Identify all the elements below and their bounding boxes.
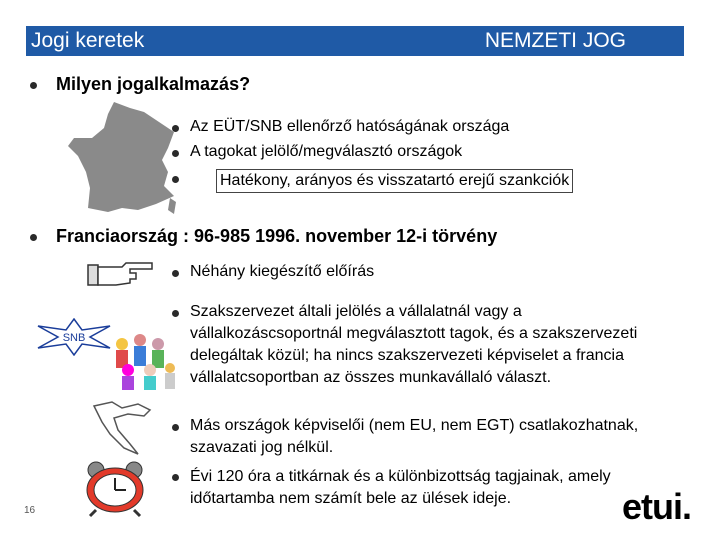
bullet [172,176,179,183]
nomination-text: Szakszervezet általi jelölés a vállalatnál vagy a vállalkozáscsoportnál megválasztott tagok, és a szakszervezeti delegáltak közül; ha nincs szakszervezeti képviselet a francia vállalatcsoportban az összes munkavállaló választ. [190,303,638,386]
sanctions-text: Hatékony, arányos és visszatartó erejű szankciók [216,169,573,193]
question-heading: Milyen jogalkalmazás? [56,74,251,94]
snb-star-icon [36,318,112,356]
france-map-icon [64,98,182,218]
page-number: 16 [24,505,36,516]
snb-label: SNB [62,332,86,344]
bullet [30,234,37,241]
bullet [172,424,179,431]
france-heading: Franciaország : 96-985 1996. november 12-i törvény [56,226,498,246]
authority-country-text: Az EÜT/SNB ellenőrző hatóságának országa [190,118,510,135]
bullet [172,310,179,317]
slide-section: NEMZETI JOG [484,29,626,52]
nominating-countries-text: A tagokat jelölő/megválasztó országok [190,143,463,160]
bullet [172,125,179,132]
slide-title: Jogi keretek [31,29,145,52]
bullet [30,82,37,89]
group-people-icon [108,330,178,392]
bullet [172,474,179,481]
other-countries-text: Más országok képviselői (nem EU, nem EGT) csatlakozhatnak, szavazati jog nélkül. [190,417,639,456]
pointing-hand-icon [86,257,156,291]
title-bar [26,26,684,56]
additional-rules-text: Néhány kiegészítő előírás [190,263,375,280]
alarm-clock-icon [80,460,150,518]
hours-text: Évi 120 óra a titkárnak és a különbizottság tagjainak, amely időtartamba nem számít bele az ülések ideje. [190,468,611,507]
bullet [172,150,179,157]
bullet [172,270,179,277]
country-outline-icon [88,396,156,458]
etui-logo: etui. [622,486,692,527]
